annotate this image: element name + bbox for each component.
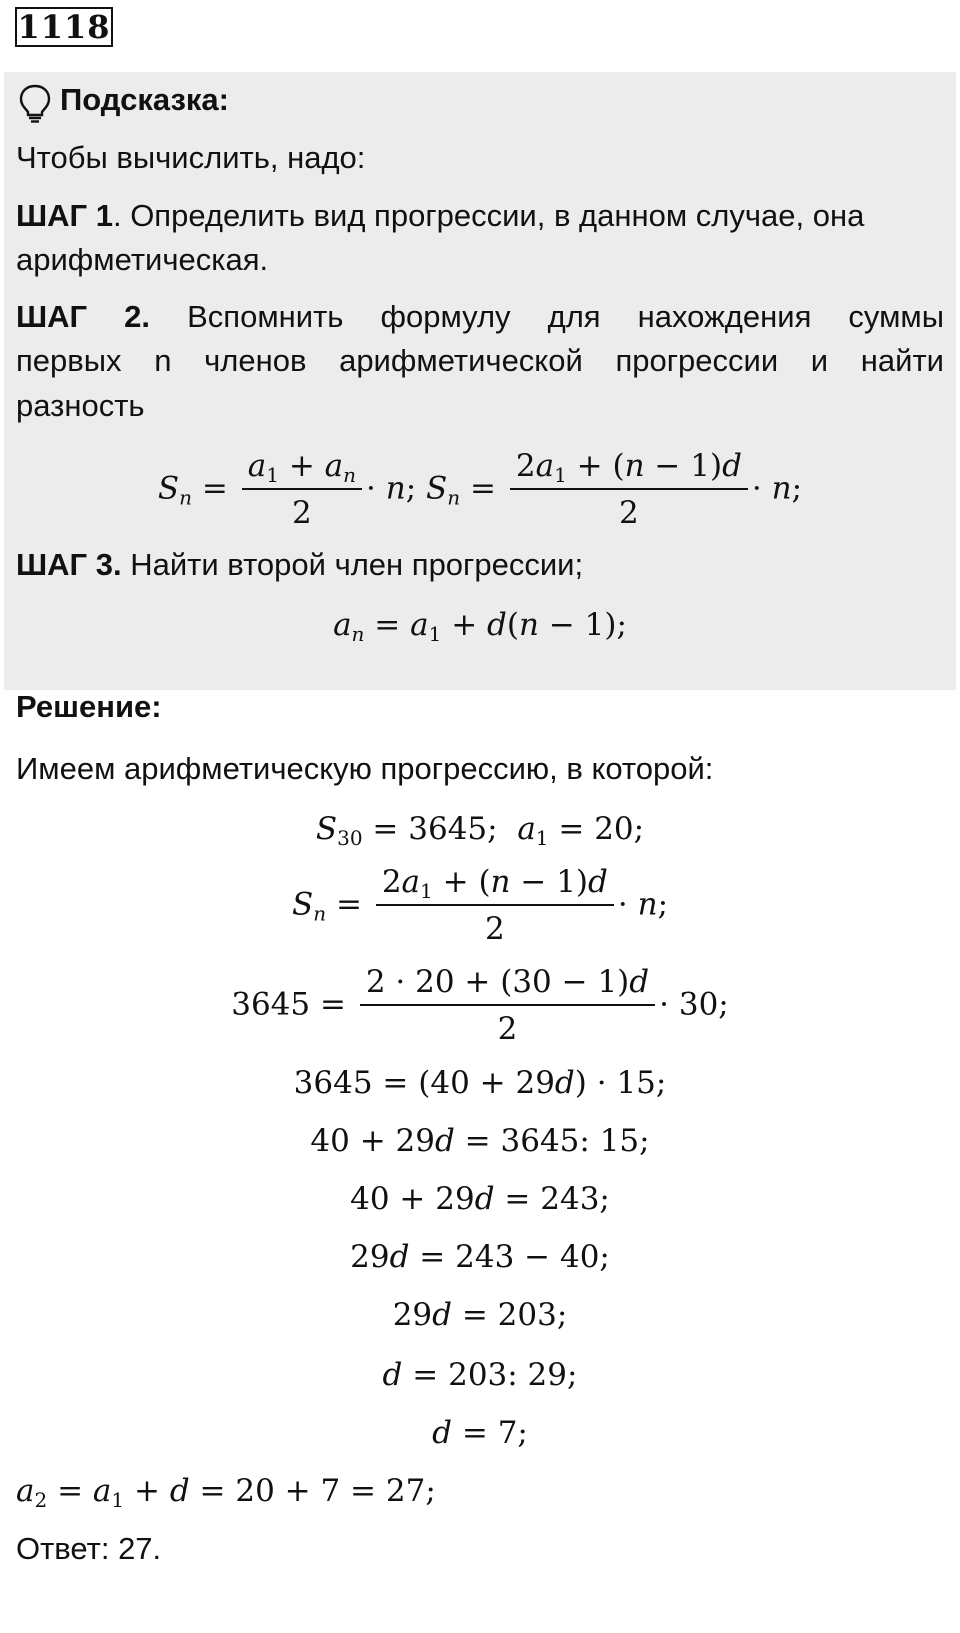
step3-text: Найти второй член прогрессии;: [121, 547, 584, 582]
solution-line-9-text: = 203: 29;: [412, 1357, 578, 1393]
solution-line-4-text: 3645 = (40 + 29: [293, 1065, 555, 1101]
solution-second-term: $a_2 = a_1 + d = 20 + 7 = 27$;: [16, 1473, 436, 1512]
hint-step1-line1: [16, 197, 864, 235]
answer: Ответ: 27.: [16, 1531, 162, 1566]
hint-step2-line1: [16, 298, 944, 336]
solution-line-10: d = 7;: [432, 1415, 528, 1451]
lightbulb-icon: [18, 84, 52, 124]
solution-intro: Имеем арифметическую прогрессию, в которой:: [16, 751, 714, 786]
hint-step3: [16, 546, 583, 584]
solution-line-8-text: 29: [392, 1297, 433, 1333]
solution-line-6: 40 + 29d = 243;: [350, 1181, 610, 1217]
solution-line-7: 29d = 243 − 40;: [350, 1239, 610, 1275]
solution-line-6-text: 40 + 29: [350, 1181, 475, 1217]
solution-line-4: 3645 = (40 + 29d) · 15;: [293, 1065, 667, 1101]
problem-number: 1118: [15, 7, 113, 47]
step2-text: Вспомнить формулу для нахождения суммы: [187, 299, 944, 334]
solution-fraction-1: $\frac{2a_1 + (n - 1)d}{2}$: [376, 862, 614, 950]
solution-line-8: 29d = 203;: [392, 1297, 568, 1333]
hint-step2-line3: разность: [16, 388, 145, 423]
solution-given: $S_{30} = 3645$; $a_1 = 20$;: [315, 811, 645, 850]
solution-substitution: 3645 = $\frac{2 \cdot 20 + (30 - 1)d}{2}$ · 30;: [0, 962, 960, 1050]
solution-fraction-2: $\frac{2 \cdot 20 + (30 - 1)d}{2}$: [360, 962, 655, 1050]
solution-line-9: d = 203: 29;: [382, 1357, 578, 1393]
step2-label: ШАГ 2.: [16, 299, 151, 334]
solution-line-5: 40 + 29d = 3645: 15;: [310, 1123, 650, 1159]
solution-line-7-text: 29: [350, 1239, 390, 1275]
hint-title: Подсказка:: [60, 82, 229, 117]
step1-label: ШАГ 1: [16, 198, 113, 233]
solution-title: Решение:: [16, 689, 162, 724]
solution-line-10-text: = 7;: [461, 1415, 528, 1451]
sum-fraction-2: $\frac{2a_1 + (n - 1)d}{2}$: [510, 446, 748, 534]
step3-label: ШАГ 3.: [16, 547, 122, 582]
hint-intro: Чтобы вычислить, надо:: [16, 140, 366, 175]
solution-line-5-text: 40 + 29: [310, 1123, 435, 1159]
hint-step1-line2: арифметическая.: [16, 242, 269, 277]
sum-formula: $S_n$ = $\frac{a_1 + a_n}{2}$ · n; $S_n$ = $\frac{2a_1 + (n - 1)d}{2}$ · n;: [0, 446, 960, 534]
sum-fraction-1: $\frac{a_1 + a_n}{2}$: [242, 446, 362, 534]
nth-term-formula: $a_n = a_1 + d(n - 1)$;: [333, 607, 627, 646]
step1-text: . Определить вид прогрессии, в данном случае, она: [112, 198, 865, 233]
hint-step2-line2: первых n членов арифметической прогрессии и найти: [16, 343, 944, 378]
solution-sum-formula: $S_n$ = $\frac{2a_1 + (n - 1)d}{2}$ · n;: [0, 862, 960, 950]
